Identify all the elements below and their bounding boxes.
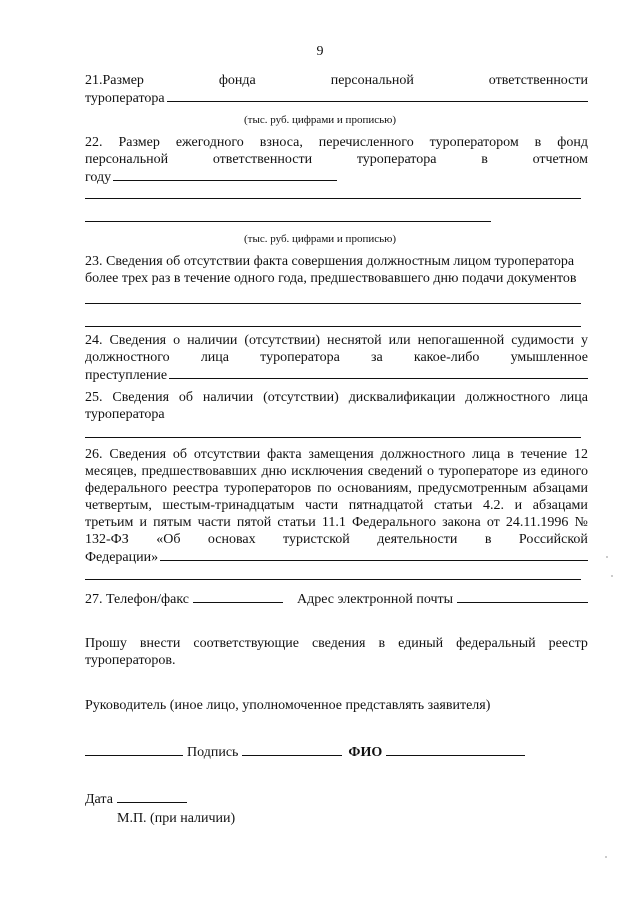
word: 26. (85, 447, 103, 462)
word: 132-ФЗ (85, 532, 129, 547)
word: реестра (172, 481, 219, 496)
word: фонд (557, 135, 588, 150)
word: должностного (85, 350, 170, 365)
request-line1 (85, 635, 588, 652)
conviction-field[interactable] (169, 366, 588, 379)
item26-line3 (85, 480, 588, 497)
word: 24.11.1996 (505, 515, 569, 530)
word: течение (520, 447, 568, 462)
signature-label: Подпись (187, 745, 239, 760)
answer-line[interactable] (85, 221, 491, 222)
item22-line3 (85, 168, 337, 186)
word: третьим (85, 515, 134, 530)
word: соответствующие (193, 636, 299, 651)
word: исключения (291, 464, 364, 479)
word: ответственности (488, 73, 588, 88)
word: наличии (187, 333, 238, 348)
word: «Об (156, 532, 181, 547)
word: фонда (218, 73, 256, 88)
fio-label: ФИО (348, 745, 383, 760)
word: месяцев, (85, 464, 137, 479)
fund-size-field[interactable] (167, 89, 588, 102)
word: Российской (518, 532, 588, 547)
word: части (197, 515, 231, 530)
word: взноса, (259, 135, 303, 150)
item24-line3 (85, 366, 588, 384)
answer-line[interactable] (85, 579, 581, 580)
word: у (580, 333, 588, 348)
signature-row (85, 743, 525, 761)
word: дню (261, 464, 287, 479)
word: абзацами (532, 481, 588, 496)
item23-line2: более трех раз в течение одного года, предшествовавшего дню подачи документов (85, 271, 577, 286)
word: предшествовавших (141, 464, 257, 479)
word: лица (200, 350, 229, 365)
word: отчетном (532, 152, 588, 167)
word: в (481, 152, 488, 167)
word: факта (267, 447, 302, 462)
position-field[interactable] (85, 743, 183, 756)
word: лица (559, 390, 588, 405)
page-number: 9 (316, 44, 324, 59)
item26-line1 (85, 446, 588, 463)
word: лица (472, 447, 501, 462)
word: дисквалификации (348, 390, 456, 405)
word: об (178, 390, 194, 405)
word: в (507, 447, 514, 462)
answer-line[interactable] (85, 198, 581, 199)
word: внести (139, 636, 181, 651)
word: об (172, 447, 188, 462)
word: или (388, 333, 411, 348)
date-field[interactable] (117, 790, 187, 803)
item24-line1 (85, 332, 588, 349)
word: сведений (367, 464, 423, 479)
word: персональной (330, 73, 414, 88)
answer-line[interactable] (85, 303, 581, 304)
item21-line1 (85, 72, 588, 89)
word: федерального (85, 481, 168, 496)
word: и (514, 498, 523, 513)
word: 11.1 (321, 515, 346, 530)
word: Размер (118, 135, 160, 150)
word: туроператора (260, 350, 340, 365)
word: наличии (202, 390, 254, 405)
word: 25. (85, 390, 103, 405)
word: Сведения (112, 390, 170, 405)
word: туроператором (429, 135, 519, 150)
word: году (85, 170, 112, 185)
word: в (534, 135, 542, 150)
word: умышленное (510, 350, 588, 365)
word: Сведения (109, 333, 167, 348)
word: 24. (85, 333, 103, 348)
word: пятнадцатой (348, 498, 424, 513)
word: и (139, 515, 147, 530)
word: туристской (283, 532, 350, 547)
word: федеральный (456, 636, 536, 651)
date-row (85, 790, 187, 808)
item24-line2 (85, 349, 588, 366)
request-line2: туроператоров. (85, 653, 176, 668)
date-label: Дата (85, 792, 113, 807)
word: основаниям, (337, 481, 412, 496)
item27-line (85, 590, 588, 608)
word: в (484, 532, 492, 547)
word: персональной (85, 152, 169, 167)
word: четвертым, (85, 498, 152, 513)
word: основах (207, 532, 256, 547)
answer-line[interactable] (85, 326, 581, 327)
word: туроператоров (224, 481, 312, 496)
word: судимости (511, 333, 574, 348)
word: туроператора (85, 91, 165, 106)
replacement-field[interactable] (160, 548, 588, 561)
word: части (305, 498, 339, 513)
word: пятым (153, 515, 192, 530)
scan-speck (606, 556, 608, 558)
word: должностного (380, 447, 466, 462)
word: ответственности (212, 152, 313, 167)
word: 22. (85, 135, 103, 150)
word: абзацами (532, 498, 588, 513)
word: реестр (548, 636, 588, 651)
word: должностного (465, 390, 550, 405)
item26-line5 (85, 514, 588, 531)
word: предусмотренным (417, 481, 527, 496)
item26-line2 (85, 463, 588, 480)
email-field[interactable] (457, 590, 588, 603)
item25-line1 (85, 389, 588, 406)
seal-label: М.П. (при наличии) (117, 811, 236, 826)
scan-speck (605, 856, 607, 858)
word: деятельности (377, 532, 458, 547)
word: по (317, 481, 332, 496)
word: перечисленного (318, 135, 414, 150)
word: из (522, 464, 536, 479)
word: туроператора (356, 152, 437, 167)
word: пятой (236, 515, 272, 530)
item25-line2: туроператора (85, 407, 165, 422)
scan-speck (611, 575, 613, 577)
phone-fax-field[interactable] (193, 590, 283, 603)
word: отсутствии (193, 447, 261, 462)
word: Федерального (351, 515, 436, 530)
item26-line7 (85, 548, 588, 566)
item21-line2 (85, 89, 588, 107)
signature-field[interactable] (242, 743, 342, 756)
word: ежегодного (175, 135, 244, 150)
word: 4.2. (483, 498, 505, 513)
word: статьи (277, 515, 316, 530)
word: сведения (311, 636, 366, 651)
answer-line[interactable] (85, 437, 581, 438)
word: о (427, 464, 435, 479)
phone-label: 27. Телефон/факс (85, 592, 190, 607)
word: закона (442, 515, 481, 530)
word: (отсутствии) (263, 390, 339, 405)
annual-contribution-field[interactable] (113, 168, 337, 181)
word: за (370, 350, 383, 365)
word: какое-либо (413, 350, 480, 365)
word: преступление (85, 368, 168, 383)
word: единый (398, 636, 444, 651)
word: шестым-тринадцатым (162, 498, 295, 513)
word: № (574, 515, 588, 530)
word: в (378, 636, 386, 651)
word: Прошу (85, 636, 127, 651)
word: Сведения (109, 447, 167, 462)
word: от (486, 515, 500, 530)
word: единого (540, 464, 588, 479)
word: (отсутствии) (244, 333, 321, 348)
item23-line1: 23. Сведения об отсутствии факта совершения должностным лицом туроператора (85, 254, 575, 269)
item22-line2 (85, 151, 588, 168)
word: о (173, 333, 181, 348)
word: туроператоре (438, 464, 519, 479)
item22-line1 (85, 134, 588, 151)
word: непогашенной (417, 333, 505, 348)
item26-line6 (85, 531, 588, 548)
word: 12 (573, 447, 588, 462)
signatory-text: Руководитель (иное лицо, уполномоченное представлять заявителя) (85, 698, 491, 713)
word: неснятой (327, 333, 382, 348)
email-label: Адрес электронной почты (297, 592, 454, 607)
word: 21.Размер (85, 73, 144, 88)
fio-field[interactable] (386, 743, 525, 756)
word: замещения (308, 447, 374, 462)
word: статьи (434, 498, 473, 513)
item22-caption: (тыс. руб. цифрами и прописью) (243, 233, 396, 245)
item21-caption: (тыс. руб. цифрами и прописью) (243, 114, 396, 126)
item26-line4 (85, 497, 588, 514)
word: Федерации» (85, 550, 159, 565)
